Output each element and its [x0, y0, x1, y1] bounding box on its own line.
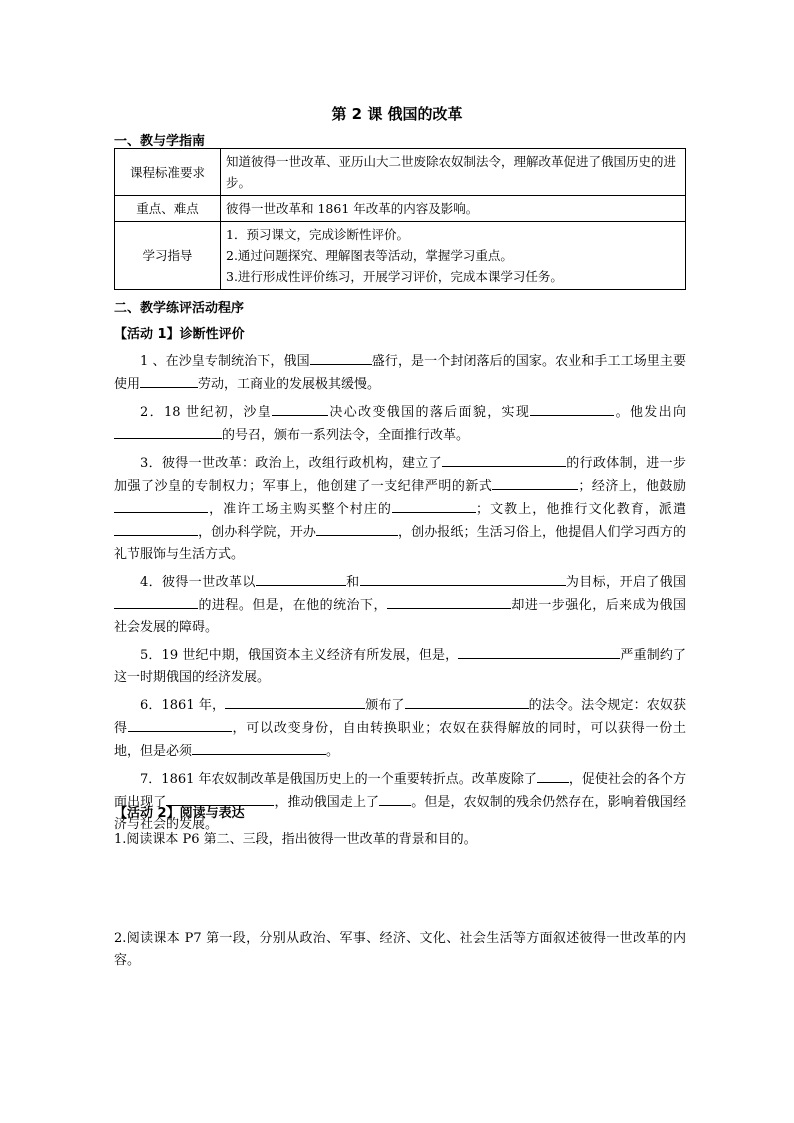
- section2: [114, 298, 686, 841]
- answer-blank[interactable]: [128, 717, 232, 732]
- answer-blank[interactable]: [114, 498, 208, 513]
- answer-blank[interactable]: [537, 768, 569, 783]
- answer-blank[interactable]: [392, 498, 476, 513]
- guide-table: [114, 148, 686, 290]
- section1-heading: 一、教与学指南: [114, 134, 206, 149]
- answer-blank[interactable]: [316, 521, 398, 536]
- question-1: 1 、在沙皇专制统治下，俄国 盛行，是一个封闭落后的国家。农业和手工工场里主要使用 劳动，工商业的发展极其缓慢。: [114, 350, 686, 396]
- row-value: 彼得一世改革和 1861 年改革的内容及影响。: [221, 196, 686, 222]
- activity1-title: 【活动 1】诊断性评价: [114, 327, 245, 342]
- row-key: 学习指导: [115, 222, 221, 290]
- table-row: [115, 149, 686, 196]
- activity2-question-2: 2.阅读课本 P7 第一段，分别从政治、军事、经济、文化、社会生活等方面叙述彼得一世改革的内容。: [114, 931, 686, 968]
- answer-blank[interactable]: [256, 571, 346, 586]
- row-key: 课程标准要求: [115, 149, 221, 196]
- answer-blank[interactable]: [225, 694, 365, 709]
- answer-blank[interactable]: [310, 350, 372, 365]
- question-3: 3．彼得一世改革：政治上，改组行政机构，建立了 的行政体制，进一步加强了沙皇的专制权力；军事上，他创建了一支纪律严明的新式 ；经济上，他鼓励，准许工场主购买整个村庄的 ；文教上，他推行文化教育，派遣，创办科学院，开办 ，创办报纸；生活习俗上，他提倡人们学习西方的礼节服饰与生活方式。: [114, 452, 686, 566]
- answer-blank[interactable]: [442, 452, 566, 467]
- answer-blank[interactable]: [405, 694, 529, 709]
- answer-blank[interactable]: [114, 424, 222, 439]
- activity2-title: 【活动 2】阅读与表达: [114, 806, 245, 821]
- answer-blank[interactable]: [272, 401, 328, 416]
- answer-blank[interactable]: [140, 373, 198, 388]
- row-key: 重点、难点: [115, 196, 221, 222]
- answer-blank[interactable]: [114, 521, 198, 536]
- question-4: 4．彼得一世改革以 和 为目标，开启了俄国的进程。但是，在他的统治下， 却进一步强化，后来成为俄国社会发展的障碍。: [114, 571, 686, 639]
- activity2-question-1: 1.阅读课本 P6 第二、三段，指出彼得一世改革的背景和目的。: [114, 832, 477, 847]
- answer-blank[interactable]: [458, 644, 620, 659]
- activity2: [114, 803, 686, 851]
- guide-line: 1．预习课文，完成诊断性评价。: [226, 227, 409, 242]
- answer-blank[interactable]: [360, 571, 566, 586]
- answer-blank[interactable]: [530, 401, 614, 416]
- table-row: [115, 196, 686, 222]
- answer-blank[interactable]: [387, 594, 511, 609]
- row-value: [221, 222, 686, 290]
- question-7: 7．1861 年农奴制改革是俄国历史上的一个重要转折点。改革废除了 ，促使社会的各个方面出现了 ，推动俄国走上了 。但是，农奴制的残余仍然存在，影响着俄国经济与社会的发展。: [114, 768, 686, 836]
- answer-blank[interactable]: [114, 594, 198, 609]
- lesson-title: 第 2 课 俄国的改革: [331, 105, 463, 123]
- guide-line: 3.进行形成性评价练习，开展学习评价，完成本课学习任务。: [226, 269, 563, 284]
- answer-blank[interactable]: [492, 475, 578, 490]
- section2-heading: 二、教学练评活动程序: [114, 301, 245, 316]
- guide-line: 2.通过问题探究、理解图表等活动，掌握学习重点。: [226, 248, 513, 263]
- row-value: 知道彼得一世改革、亚历山大二世废除农奴制法令，理解改革促进了俄国历史的进步。: [221, 149, 686, 196]
- activity2-q2-block: [114, 928, 686, 972]
- question-2: 2．18 世纪初，沙皇 决心改变俄国的落后面貌，实现 。他发出向的号召，颁布一系列法令，全面推行改革。: [114, 401, 686, 447]
- table-row: [115, 222, 686, 290]
- answer-blank[interactable]: [192, 740, 326, 755]
- question-5: 5．19 世纪中期，俄国资本主义经济有所发展，但是， 严重制约了这一时期俄国的经济发展。: [114, 644, 686, 689]
- question-6: 6．1861 年， 颁布了 的法令。法令规定：农奴获得 ，可以改变身份，自由转换职业；农奴在获得解放的同时，可以获得一份土地，但是必须 。: [114, 694, 686, 763]
